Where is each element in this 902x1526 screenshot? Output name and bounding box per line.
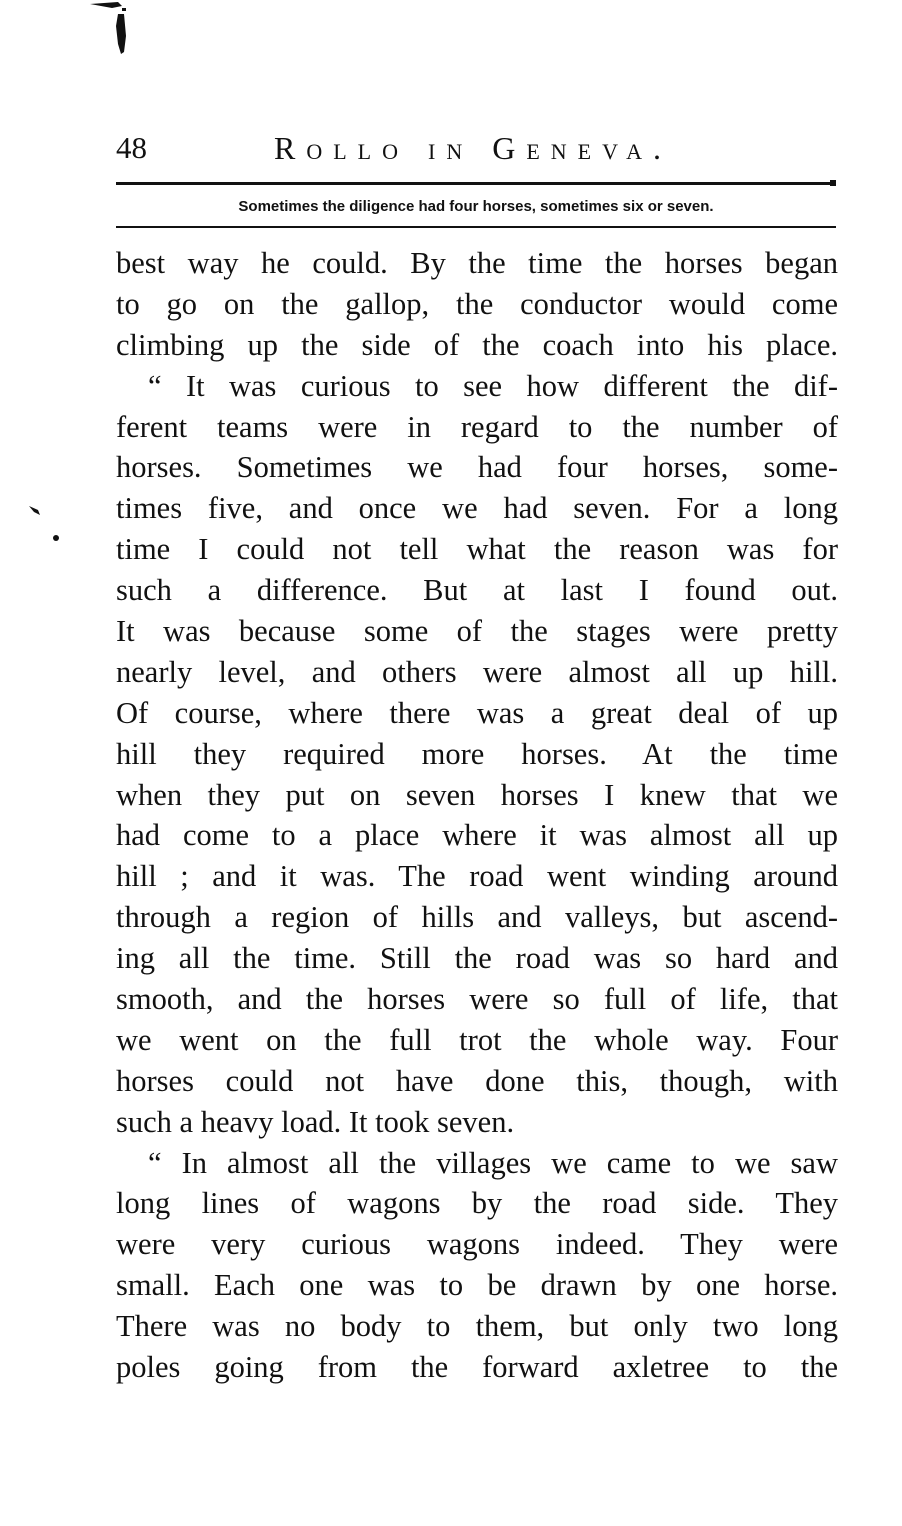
text-line: ferent teams were in regard to the number of — [116, 409, 838, 444]
text-line: through a region of hills and valleys, but ascend- — [116, 900, 838, 935]
side-note: Sometimes the diligence had four horses, sometimes six or seven. — [238, 198, 714, 215]
stray-ink-mark — [28, 504, 42, 516]
stray-ink-dot — [52, 534, 60, 542]
text-line: such a heavy load. It took seven. — [116, 1104, 515, 1139]
text-line: horses. Sometimes we had four horses, some- — [116, 450, 838, 485]
text-line: we went on the full trot the whole way. Four — [116, 1022, 838, 1057]
text-line: There was no body to them, but only two long — [116, 1309, 838, 1344]
body-text — [116, 243, 838, 1388]
text-line: “ In almost all the villages we came to we saw — [148, 1145, 838, 1180]
text-line: Of course, where there was a great deal of up — [116, 695, 838, 730]
text-line: such a difference. But at last I found out. — [116, 573, 838, 608]
text-line: poles going from the forward axletree to the — [116, 1350, 838, 1385]
page-number: 48 — [116, 130, 147, 165]
text-line: smooth, and the horses were so full of life, that — [116, 982, 838, 1017]
text-line: “ It was curious to see how different the dif- — [148, 368, 838, 403]
text-line: hill they required more horses. At the time — [116, 736, 838, 771]
text-line: small. Each one was to be drawn by one horse. — [116, 1268, 838, 1303]
text-line: nearly level, and others were almost all up hill. — [116, 654, 838, 689]
text-line: ing all the time. Still the road was so hard and — [116, 941, 838, 976]
ink-blot-mark — [88, 0, 134, 56]
header-rule-end — [830, 180, 836, 186]
text-line: best way he could. By the time the horses began — [116, 246, 838, 280]
text-line: hill ; and it was. The road went winding around — [116, 859, 838, 894]
text-line: times five, and once we had seven. For a long — [116, 491, 838, 526]
text-line: horses could not have done this, though, with — [116, 1063, 838, 1098]
page-header — [116, 128, 836, 168]
text-line: It was because some of the stages were pretty — [116, 614, 838, 649]
text-line: were very curious wagons indeed. They were — [116, 1227, 838, 1262]
side-note-rule — [116, 226, 836, 228]
text-line: to go on the gallop, the conductor would come — [116, 286, 838, 321]
text-line: time I could not tell what the reason was for — [116, 532, 838, 567]
text-line: long lines of wagons by the road side. They — [116, 1186, 838, 1221]
text-line: climbing up the side of the coach into his place. — [116, 327, 838, 362]
header-rule — [116, 182, 834, 185]
text-line: had come to a place where it was almost all up — [116, 818, 838, 853]
text-line: when they put on seven horses I knew that we — [116, 777, 838, 812]
running-title: Rollo in Geneva. — [274, 130, 673, 166]
